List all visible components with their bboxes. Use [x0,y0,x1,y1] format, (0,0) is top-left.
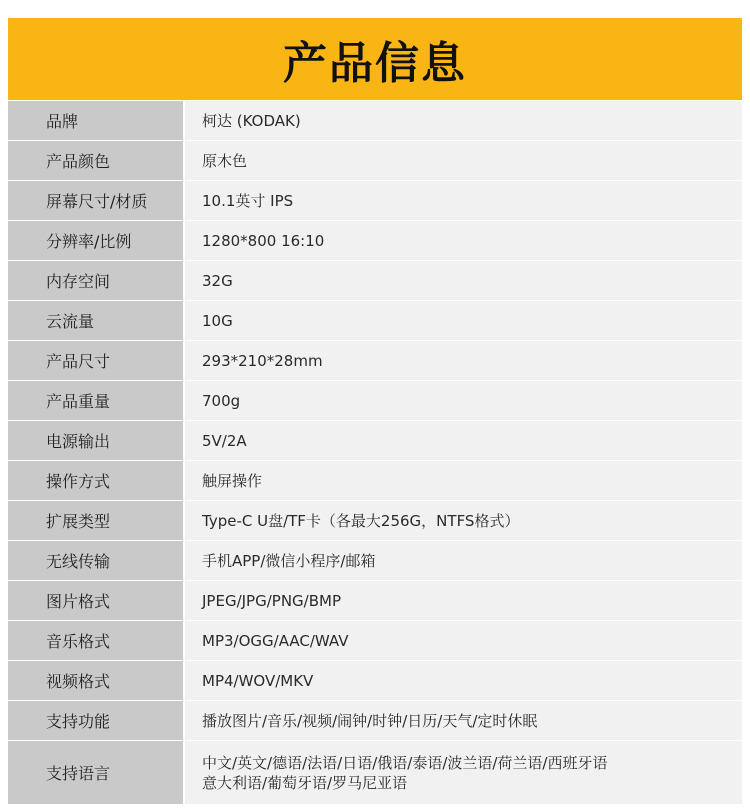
spec-row-operation [8,461,742,501]
spec-label: 产品重量 [8,381,185,420]
spec-label: 音乐格式 [8,621,185,660]
spec-label: 云流量 [8,301,185,340]
spec-label: 电源输出 [8,421,185,460]
spec-value-line: 意大利语/葡萄牙语/罗马尼亚语 [202,773,408,792]
spec-label: 图片格式 [8,581,185,620]
spec-value: JPEG/JPG/PNG/BMP [185,581,742,620]
spec-row-video-formats [8,661,742,701]
page-title: 产品信息 [283,38,467,89]
spec-label: 支持语言 [8,741,185,804]
spec-value-line: 中文/英文/德语/法语/日语/俄语/泰语/波兰语/荷兰语/西班牙语 [202,753,608,772]
spec-value: 700g [185,381,742,420]
header-banner [8,18,742,100]
spec-value: 原木色 [185,141,742,180]
spec-value: MP4/WOV/MKV [185,661,742,700]
spec-row-features [8,701,742,741]
spec-label: 内存空间 [8,261,185,300]
spec-value: Type-C U盘/TF卡（各最大256G，NTFS格式） [185,501,742,540]
spec-label: 无线传输 [8,541,185,580]
spec-row-power [8,421,742,461]
spec-label: 支持功能 [8,701,185,740]
spec-row-image-formats [8,581,742,621]
spec-value: 柯达 (KODAK) [185,101,742,140]
spec-row-storage [8,261,742,301]
spec-label: 分辨率/比例 [8,221,185,260]
spec-row-screen [8,181,742,221]
spec-label: 扩展类型 [8,501,185,540]
spec-table [8,100,742,805]
spec-label: 产品尺寸 [8,341,185,380]
spec-row-brand [8,101,742,141]
spec-row-weight [8,381,742,421]
spec-row-cloud-data [8,301,742,341]
spec-label: 品牌 [8,101,185,140]
spec-row-expansion [8,501,742,541]
spec-label: 产品颜色 [8,141,185,180]
spec-value: 10G [185,301,742,340]
spec-row-languages [8,741,742,805]
spec-row-resolution [8,221,742,261]
spec-row-dimensions [8,341,742,381]
spec-row-audio-formats [8,621,742,661]
spec-label: 操作方式 [8,461,185,500]
spec-row-wireless [8,541,742,581]
spec-value: 32G [185,261,742,300]
spec-label: 屏幕尺寸/材质 [8,181,185,220]
spec-value: 触屏操作 [185,461,742,500]
spec-value [185,741,742,804]
spec-value: 播放图片/音乐/视频/闹钟/时钟/日历/天气/定时休眠 [185,701,742,740]
spec-row-color [8,141,742,181]
spec-label: 视频格式 [8,661,185,700]
spec-value: 1280*800 16:10 [185,221,742,260]
spec-value: 293*210*28mm [185,341,742,380]
spec-value: 5V/2A [185,421,742,460]
spec-value: 手机APP/微信小程序/邮箱 [185,541,742,580]
spec-value: 10.1英寸 IPS [185,181,742,220]
spec-value: MP3/OGG/AAC/WAV [185,621,742,660]
